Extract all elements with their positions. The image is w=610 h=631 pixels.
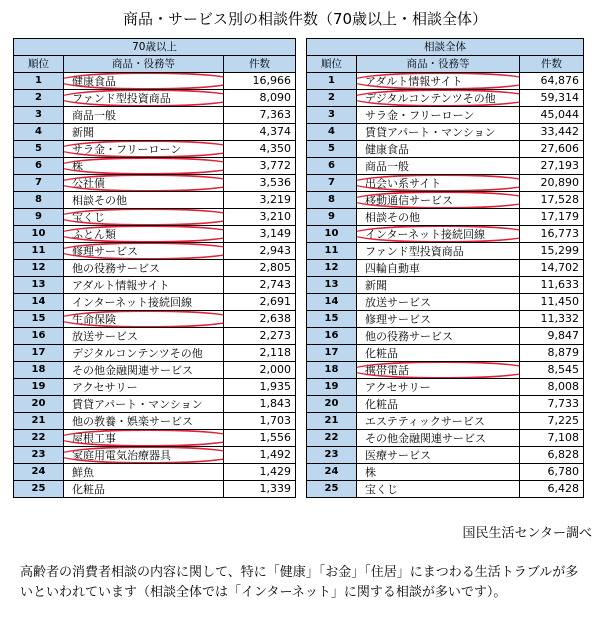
table-row (14, 310, 296, 327)
table-row (14, 429, 296, 446)
rank-cell: 20 (14, 395, 64, 412)
rank-cell: 12 (14, 259, 64, 276)
item-cell (357, 378, 520, 395)
count-cell: 4,374 (224, 123, 296, 140)
item-label: 賃貸アパート・マンション (365, 125, 496, 139)
item-cell (357, 140, 520, 157)
item-label: デジタルコンテンツその他 (72, 346, 203, 360)
count-cell: 3,772 (224, 157, 296, 174)
count-cell: 6,828 (520, 446, 584, 463)
count-cell: 33,442 (520, 123, 584, 140)
item-cell (64, 123, 224, 140)
count-cell: 1,703 (224, 412, 296, 429)
item-cell (64, 429, 224, 446)
item-cell (357, 310, 520, 327)
section-header: 70歳以上 (14, 39, 296, 56)
count-cell: 3,210 (224, 208, 296, 225)
table-row (14, 72, 296, 89)
rank-cell: 9 (14, 208, 64, 225)
item-cell (64, 344, 224, 361)
table-row (14, 395, 296, 412)
count-cell: 2,000 (224, 361, 296, 378)
rank-cell: 3 (307, 106, 357, 123)
item-label: ファンド型投資商品 (365, 244, 464, 258)
table-row (307, 123, 584, 140)
item-label: アダルト情報サイト (72, 278, 170, 292)
table-row (307, 174, 584, 191)
overall-ranking-table (306, 38, 584, 498)
table-row (14, 174, 296, 191)
item-label: 化粧品 (72, 482, 105, 496)
table-row (307, 242, 584, 259)
item-label: 家庭用電気治療器具 (72, 448, 171, 462)
count-cell: 7,108 (520, 429, 584, 446)
item-label: 商品一般 (365, 159, 409, 173)
table-row (14, 327, 296, 344)
page-title: 商品・サービス別の相談件数（70歳以上・相談全体） (122, 10, 488, 28)
count-cell: 8,090 (224, 89, 296, 106)
count-cell: 59,314 (520, 89, 584, 106)
rank-cell: 12 (307, 259, 357, 276)
rank-cell: 4 (14, 123, 64, 140)
item-cell (64, 191, 224, 208)
rank-cell: 25 (14, 480, 64, 497)
rank-cell: 14 (307, 293, 357, 310)
table-row (14, 89, 296, 106)
caption-text: 高齢者の消費者相談の内容に関して、特に「健康」「お金」「住居」にまつわる生活トラブルが多いといわれています（相談全体では「インターネット」に関する相談が多いです）。 (20, 565, 579, 600)
count-cell: 27,193 (520, 157, 584, 174)
item-cell (64, 157, 224, 174)
rank-cell: 16 (307, 327, 357, 344)
table-row (307, 395, 584, 412)
item-cell (357, 463, 520, 480)
item-label: 放送サービス (365, 295, 431, 309)
item-label: 他の役務サービス (72, 261, 160, 275)
item-cell (64, 480, 224, 497)
rank-cell: 21 (14, 412, 64, 429)
item-cell (357, 106, 520, 123)
item-cell (357, 242, 520, 259)
table-row (307, 480, 584, 497)
item-label: 宝くじ (72, 210, 105, 224)
rank-cell: 22 (307, 429, 357, 446)
count-cell: 1,843 (224, 395, 296, 412)
count-cell: 7,225 (520, 412, 584, 429)
table-row (307, 276, 584, 293)
rank-cell: 8 (307, 191, 357, 208)
rank-cell: 1 (307, 72, 357, 89)
item-cell (64, 208, 224, 225)
rank-cell: 14 (14, 293, 64, 310)
item-label: 四輪自動車 (365, 261, 420, 275)
table-row (14, 242, 296, 259)
table-row (307, 361, 584, 378)
rank-column-header: 順位 (307, 55, 357, 72)
count-cell: 8,008 (520, 378, 584, 395)
item-label: 健康食品 (72, 74, 116, 88)
item-label: 化粧品 (365, 397, 398, 411)
count-cell: 7,733 (520, 395, 584, 412)
table-row (14, 106, 296, 123)
item-label: 移動通信サービス (365, 193, 453, 207)
count-cell: 20,890 (520, 174, 584, 191)
count-cell: 16,773 (520, 225, 584, 242)
count-cell: 2,118 (224, 344, 296, 361)
count-cell: 64,876 (520, 72, 584, 89)
count-cell: 45,044 (520, 106, 584, 123)
table-row (14, 412, 296, 429)
count-cell: 1,339 (224, 480, 296, 497)
item-cell (64, 242, 224, 259)
rank-cell: 17 (307, 344, 357, 361)
item-label: 化粧品 (365, 346, 398, 360)
item-column-header: 商品・役務等 (357, 55, 520, 72)
count-cell: 17,528 (520, 191, 584, 208)
count-cell: 1,492 (224, 446, 296, 463)
table-row (307, 157, 584, 174)
count-cell: 8,545 (520, 361, 584, 378)
rank-cell: 18 (14, 361, 64, 378)
item-label: 修理サービス (365, 312, 431, 326)
rank-cell: 25 (307, 480, 357, 497)
rank-cell: 15 (14, 310, 64, 327)
rank-cell: 19 (14, 378, 64, 395)
item-label: 他の教養・娯楽サービス (72, 414, 193, 428)
count-cell: 2,943 (224, 242, 296, 259)
item-cell (357, 208, 520, 225)
count-cell: 27,606 (520, 140, 584, 157)
rank-cell: 7 (307, 174, 357, 191)
highlight-circle (64, 157, 224, 174)
item-cell (64, 412, 224, 429)
item-label: アダルト情報サイト (365, 74, 463, 88)
rank-cell: 23 (14, 446, 64, 463)
table-row (307, 378, 584, 395)
item-cell (64, 174, 224, 191)
item-label: アクセサリー (72, 380, 138, 394)
table-row (14, 208, 296, 225)
item-cell (357, 412, 520, 429)
item-label: 相談その他 (72, 193, 127, 207)
count-cell: 1,556 (224, 429, 296, 446)
rank-cell: 8 (14, 191, 64, 208)
count-cell: 2,638 (224, 310, 296, 327)
rank-cell: 10 (14, 225, 64, 242)
table-row (307, 327, 584, 344)
item-label: 医療サービス (365, 448, 431, 462)
rank-cell: 5 (307, 140, 357, 157)
item-cell (357, 191, 520, 208)
table-row (14, 259, 296, 276)
count-cell: 2,691 (224, 293, 296, 310)
item-cell (357, 259, 520, 276)
table-row (14, 446, 296, 463)
count-cell: 6,428 (520, 480, 584, 497)
table-row (14, 293, 296, 310)
table-row (307, 310, 584, 327)
item-label: 宝くじ (365, 482, 398, 496)
item-cell (357, 395, 520, 412)
table-row (14, 378, 296, 395)
item-label: 修理サービス (72, 244, 138, 258)
item-cell (357, 361, 520, 378)
item-cell (64, 293, 224, 310)
item-cell (357, 72, 520, 89)
item-label: 屋根工事 (72, 431, 116, 445)
item-cell (357, 225, 520, 242)
table-row (307, 463, 584, 480)
item-cell (64, 361, 224, 378)
item-label: 賃貸アパート・マンション (72, 397, 203, 411)
count-cell: 3,149 (224, 225, 296, 242)
item-cell (357, 89, 520, 106)
rank-cell: 6 (14, 157, 64, 174)
source-credit: 国民生活センター調べ (462, 526, 592, 541)
count-cell: 16,966 (224, 72, 296, 89)
rank-cell: 2 (307, 89, 357, 106)
table-row (14, 191, 296, 208)
item-label: 鮮魚 (72, 465, 94, 479)
elderly-ranking-table (13, 38, 296, 498)
rank-cell: 15 (307, 310, 357, 327)
item-cell (357, 157, 520, 174)
rank-cell: 24 (307, 463, 357, 480)
item-label: その他金融関連サービス (72, 363, 193, 377)
rank-cell: 3 (14, 106, 64, 123)
rank-cell: 4 (307, 123, 357, 140)
item-label: サラ金・フリーローン (365, 108, 475, 122)
table-row (14, 140, 296, 157)
item-label: エステティックサービス (365, 414, 485, 428)
item-label: インターネット接続回線 (72, 295, 193, 309)
count-cell: 7,363 (224, 106, 296, 123)
item-label: 株 (365, 465, 376, 479)
item-label: アクセサリー (365, 380, 431, 394)
table-row (307, 208, 584, 225)
item-label: 新聞 (72, 125, 94, 139)
item-label: インターネット接続回線 (365, 227, 486, 241)
item-cell (64, 378, 224, 395)
item-label: 商品一般 (72, 108, 116, 122)
table-row (307, 191, 584, 208)
item-label: 公社債 (72, 176, 105, 190)
rank-cell: 22 (14, 429, 64, 446)
table-row (307, 412, 584, 429)
item-label: ファンド型投資商品 (72, 91, 171, 105)
table-row (307, 72, 584, 89)
item-cell (357, 327, 520, 344)
rank-cell: 18 (307, 361, 357, 378)
table-row (307, 140, 584, 157)
rank-cell: 6 (307, 157, 357, 174)
table-row (307, 446, 584, 463)
count-cell: 2,273 (224, 327, 296, 344)
item-cell (357, 123, 520, 140)
count-cell: 3,219 (224, 191, 296, 208)
item-cell (357, 344, 520, 361)
rank-cell: 23 (307, 446, 357, 463)
table-row (14, 276, 296, 293)
rank-cell: 1 (14, 72, 64, 89)
count-cell: 1,935 (224, 378, 296, 395)
count-cell: 8,879 (520, 344, 584, 361)
rank-cell: 13 (14, 276, 64, 293)
table-row (14, 361, 296, 378)
count-cell: 11,450 (520, 293, 584, 310)
rank-cell: 21 (307, 412, 357, 429)
rank-cell: 24 (14, 463, 64, 480)
item-label: 携帯電話 (365, 363, 409, 377)
item-cell (64, 463, 224, 480)
item-label: 健康食品 (365, 142, 409, 156)
section-header: 相談全体 (307, 39, 584, 56)
item-cell (64, 395, 224, 412)
item-cell (357, 293, 520, 310)
item-cell (64, 276, 224, 293)
rank-cell: 13 (307, 276, 357, 293)
count-cell: 6,780 (520, 463, 584, 480)
table-row (307, 106, 584, 123)
count-column-header: 件数 (224, 55, 296, 72)
item-label: 相談その他 (365, 210, 420, 224)
count-cell: 11,633 (520, 276, 584, 293)
item-label: 生命保険 (72, 312, 116, 326)
item-label: 他の役務サービス (365, 329, 453, 343)
table-row (307, 259, 584, 276)
rank-cell: 10 (307, 225, 357, 242)
item-cell (64, 72, 224, 89)
rank-cell: 20 (307, 395, 357, 412)
table-row (14, 123, 296, 140)
rank-cell: 17 (14, 344, 64, 361)
item-cell (64, 225, 224, 242)
table-row (307, 344, 584, 361)
count-cell: 4,350 (224, 140, 296, 157)
rank-cell: 7 (14, 174, 64, 191)
item-label: 出会い系サイト (365, 176, 442, 190)
count-cell: 9,847 (520, 327, 584, 344)
item-label: その他金融関連サービス (365, 431, 486, 445)
item-cell (64, 140, 224, 157)
table-row (307, 293, 584, 310)
table-row (14, 225, 296, 242)
rank-cell: 16 (14, 327, 64, 344)
count-column-header: 件数 (520, 55, 584, 72)
item-cell (357, 446, 520, 463)
item-cell (357, 480, 520, 497)
item-cell (64, 89, 224, 106)
rank-cell: 19 (307, 378, 357, 395)
table-row (307, 89, 584, 106)
item-label: サラ金・フリーローン (72, 142, 182, 156)
table-row (14, 463, 296, 480)
rank-column-header: 順位 (14, 55, 64, 72)
rank-cell: 9 (307, 208, 357, 225)
item-cell (357, 276, 520, 293)
item-label: 新聞 (365, 278, 387, 292)
count-cell: 14,702 (520, 259, 584, 276)
item-label: 株 (72, 159, 83, 173)
count-cell: 1,429 (224, 463, 296, 480)
rank-cell: 2 (14, 89, 64, 106)
rank-cell: 11 (307, 242, 357, 259)
item-cell (64, 446, 224, 463)
item-cell (64, 106, 224, 123)
item-cell (357, 429, 520, 446)
item-cell (357, 174, 520, 191)
table-row (14, 344, 296, 361)
rank-cell: 5 (14, 140, 64, 157)
item-cell (64, 310, 224, 327)
count-cell: 3,536 (224, 174, 296, 191)
rank-cell: 11 (14, 242, 64, 259)
item-label: ふとん類 (72, 227, 116, 241)
table-row (14, 480, 296, 497)
count-cell: 17,179 (520, 208, 584, 225)
count-cell: 2,743 (224, 276, 296, 293)
item-label: 放送サービス (72, 329, 138, 343)
table-row (307, 429, 584, 446)
item-label: デジタルコンテンツその他 (365, 91, 496, 105)
item-cell (64, 327, 224, 344)
item-column-header: 商品・役務等 (64, 55, 224, 72)
table-row (14, 157, 296, 174)
count-cell: 15,299 (520, 242, 584, 259)
item-cell (64, 259, 224, 276)
count-cell: 11,332 (520, 310, 584, 327)
table-row (307, 225, 584, 242)
count-cell: 2,805 (224, 259, 296, 276)
